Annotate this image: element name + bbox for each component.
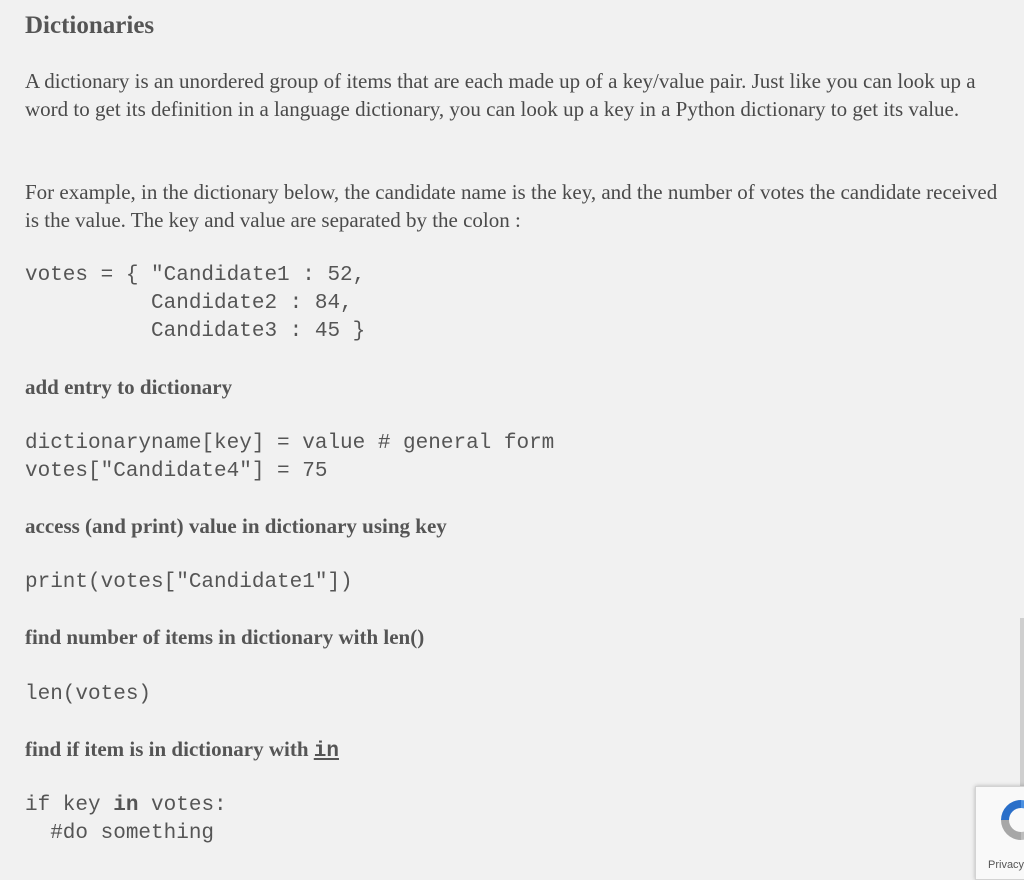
access-code-block: print(votes["Candidate1"])	[25, 571, 353, 594]
recaptcha-logo-icon	[998, 797, 1024, 843]
add-entry-code-block: dictionaryname[key] = value # general form votes["Candidate4"] = 75	[25, 432, 555, 483]
scrollbar[interactable]	[1020, 618, 1024, 786]
recaptcha-privacy-link[interactable]: Privacy	[988, 859, 1024, 871]
if-code-keyword: in	[113, 794, 139, 817]
len-code-block: len(votes)	[25, 683, 152, 706]
if-code-block	[25, 792, 227, 848]
votes-code-block: votes = { "Candidate1 : 52, Candidate2 : 84, Candidate3 : 45 }	[25, 264, 366, 343]
access-value-heading: access (and print) value in dictionary using key	[25, 514, 447, 538]
intro-paragraph: A dictionary is an unordered group of items that are each made up of a key/value pair. Just like you can look up a word to get its definition in a language dictionary, you can look up a key in a Python dictionary to get its value.	[25, 69, 976, 121]
if-code-prefix: if key	[25, 794, 114, 817]
in-keyword-code: in	[313, 740, 339, 763]
in-heading-text: find if item is in dictionary with	[25, 737, 314, 761]
if-code-rest: votes: #do something	[50, 794, 227, 845]
add-entry-heading: add entry to dictionary	[25, 375, 233, 399]
in-heading	[25, 737, 339, 763]
len-heading: find number of items in dictionary with len()	[25, 625, 425, 649]
example-paragraph: For example, in the dictionary below, the candidate name is the key, and the number of votes the candidate received is the value. The key and value are separated by the colon :	[25, 180, 998, 232]
recaptcha-badge[interactable]	[975, 786, 1024, 880]
page-title: Dictionaries	[25, 12, 155, 39]
